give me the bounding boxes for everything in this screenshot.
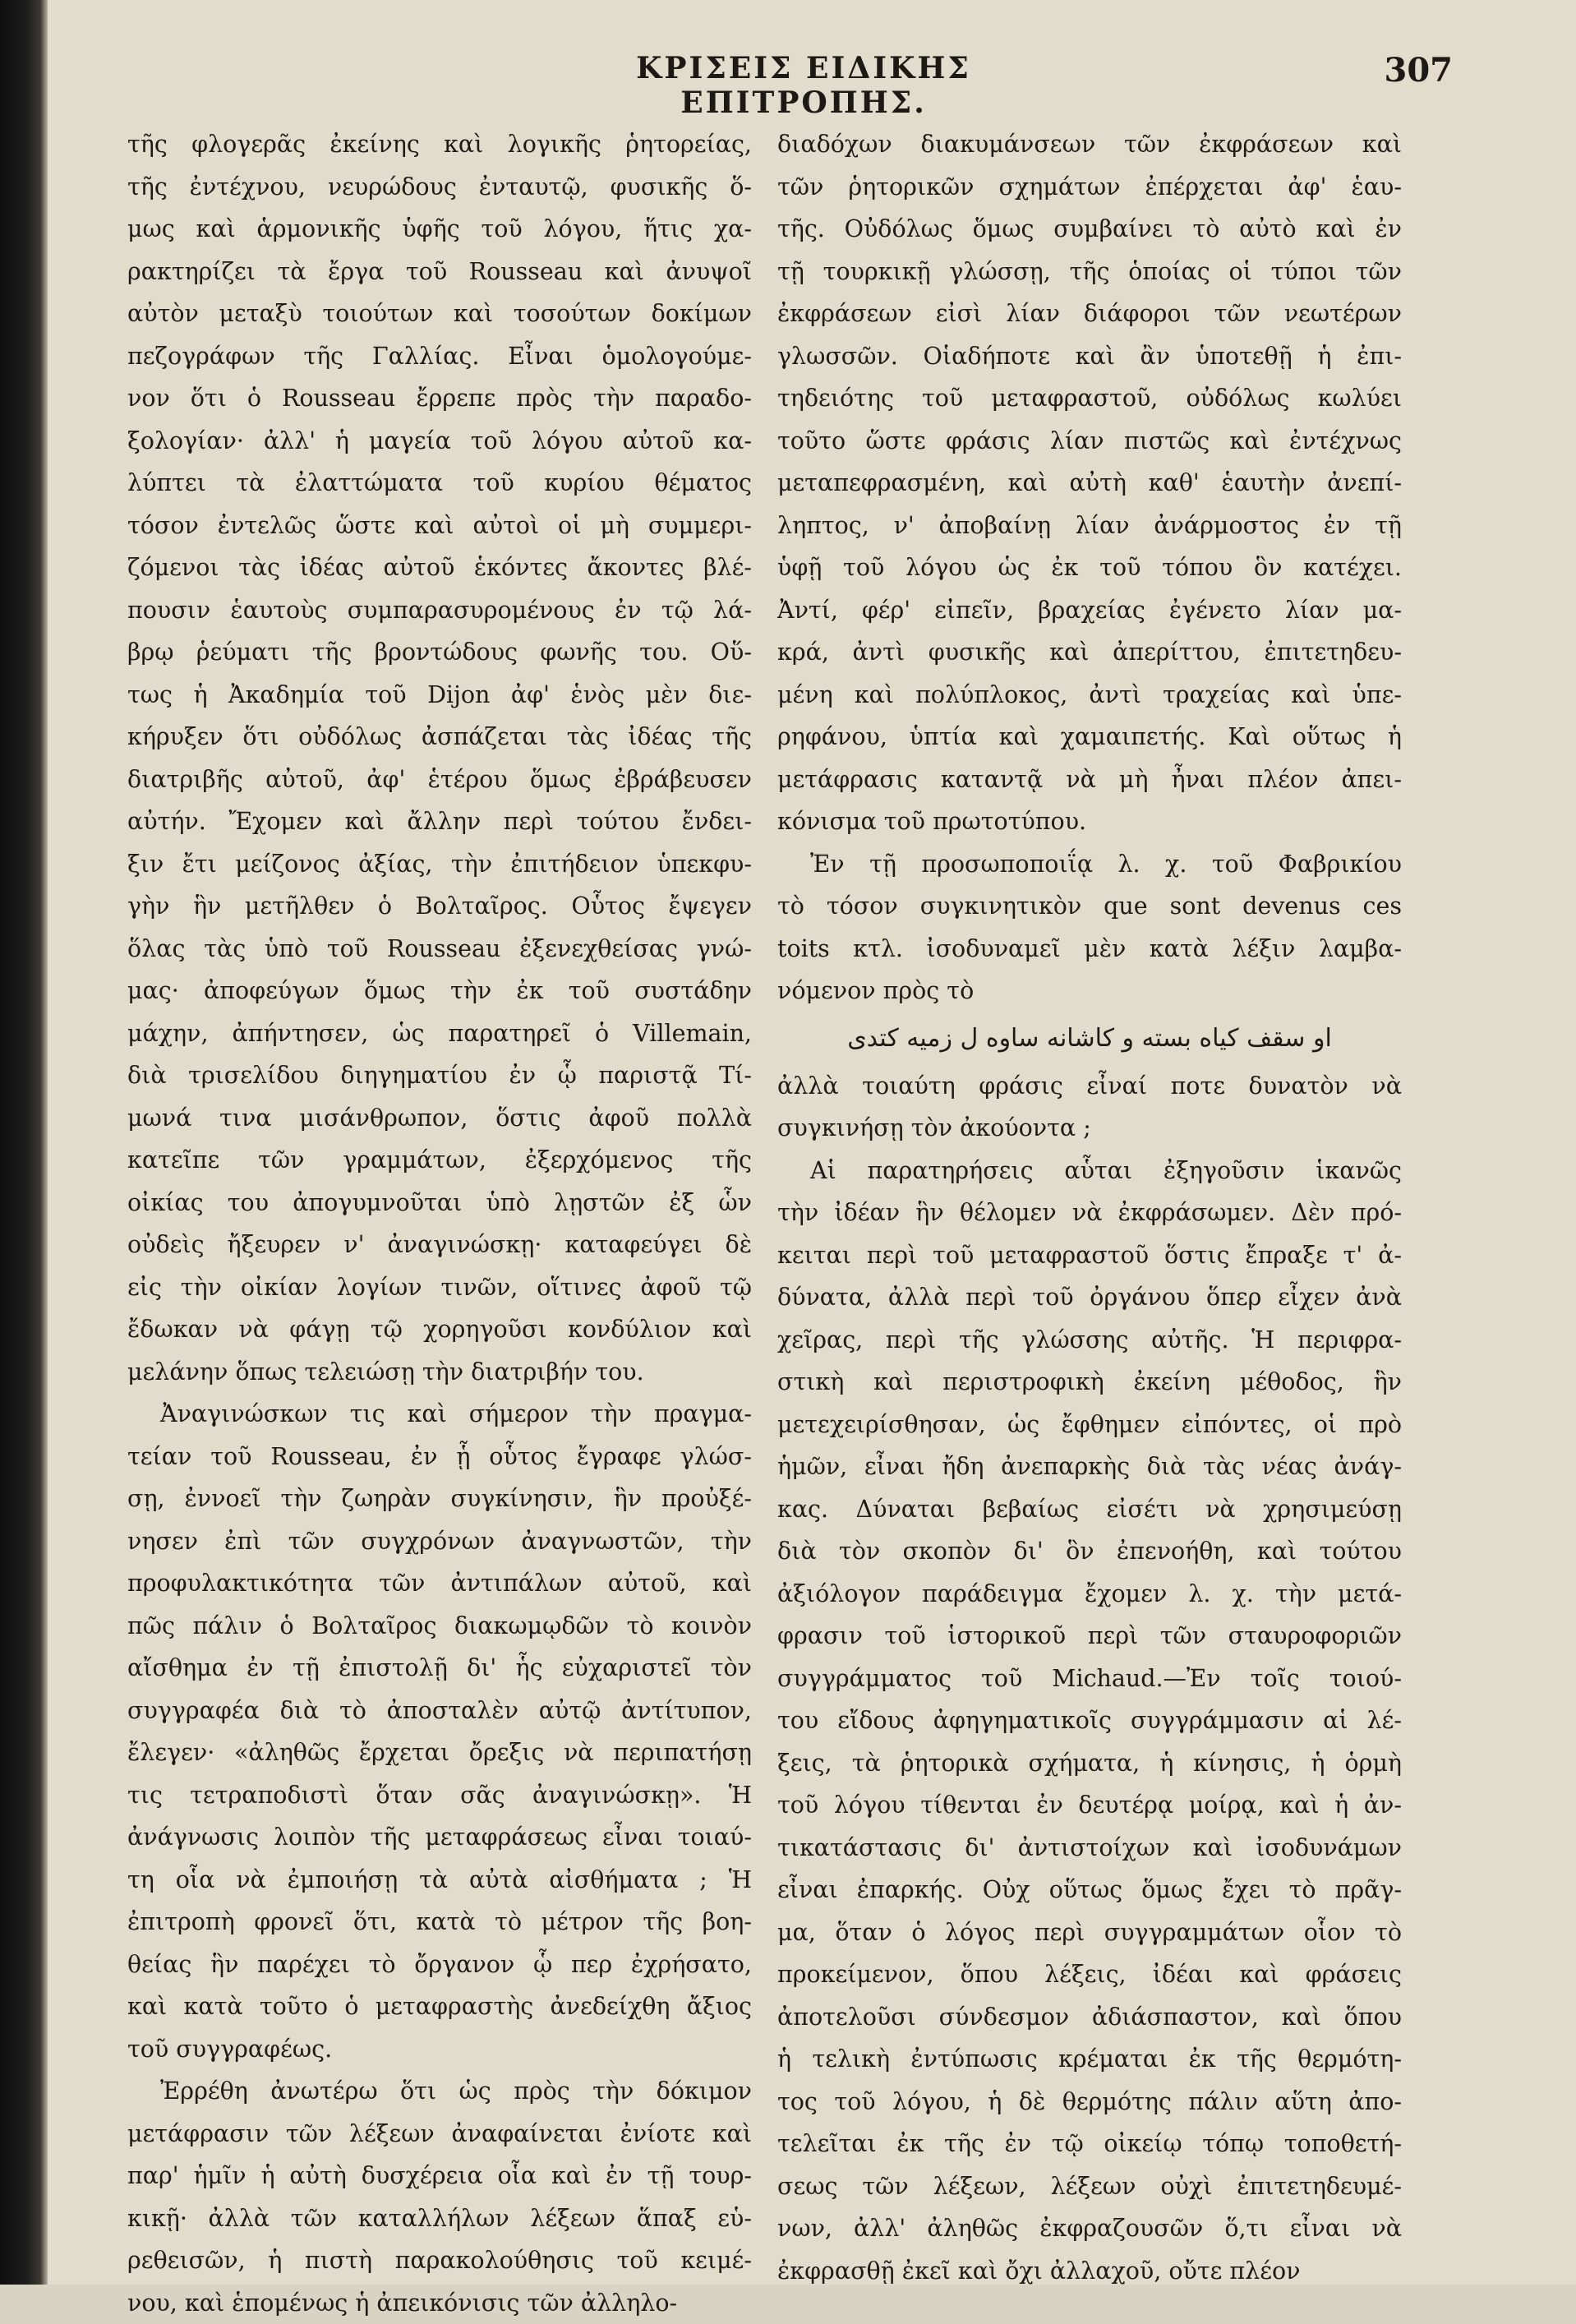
text-line: διαδόχων διακυμάνσεων τῶν ἐκφράσεων καὶ: [777, 123, 1402, 166]
text-line: τις τετραποδιστὶ ὅταν σᾶς ἀναγινώσκῃ». Ἡ: [127, 1774, 752, 1817]
text-line: μα, ὅταν ὁ λόγος περὶ συγγραμμάτων οἷον τὸ: [777, 1911, 1402, 1954]
text-line: εἶναι ἐπαρκής. Οὐχ οὕτως ὅμως ἔχει τὸ πρᾶγ-: [777, 1869, 1402, 1911]
text-line: τὸ τόσον συγκινητικὸν que sont devenus ces: [777, 885, 1402, 928]
text-line: τικατάστασις δι' ἀντιστοίχων καὶ ἰσοδυνάμων: [777, 1827, 1402, 1870]
text-line: ὑφῇ τοῦ λόγου ὡς ἐκ τοῦ τόπου ὃν κατέχει.: [777, 546, 1402, 589]
text-line: μετάφρασις καταντᾷ νὰ μὴ ἦναι πλέον ἀπει-: [777, 759, 1402, 801]
text-line: ξολογίαν· ἀλλ' ἡ μαγεία τοῦ λόγου αὐτοῦ κα-: [127, 420, 752, 463]
text-line: μεταπεφρασμένη, καὶ αὐτὴ καθ' ἑαυτὴν ἀνεπί-: [777, 462, 1402, 505]
text-line: ἀλλὰ τοιαύτη φράσις εἶναί ποτε δυνατὸν νὰ: [777, 1065, 1402, 1108]
text-line: θείας ἣν παρέχει τὸ ὄργανον ᾧ περ ἐχρήσατο,: [127, 1944, 752, 1986]
text-line: καὶ κατὰ τοῦτο ὁ μεταφραστὴς ἀνεδείχθη ἄξιος: [127, 1985, 752, 2028]
text-line: προφυλακτικότητα τῶν ἀντιπάλων αὐτοῦ, καὶ: [127, 1562, 752, 1605]
right-column-lower-text: [777, 1065, 1402, 2293]
text-line: μετεχειρίσθησαν, ὡς ἔφθημεν εἰπόντες, οἱ πρὸ: [777, 1404, 1402, 1446]
right-text-column: [777, 123, 1402, 2292]
text-line: κας. Δύναται βεβαίως εἰσέτι νὰ χρησιμεύσῃ: [777, 1488, 1402, 1531]
text-line: νου, καὶ ἑπομένως ἡ ἀπεικόνισις τῶν ἀλληλο-: [127, 2282, 752, 2324]
text-line: ἔλεγεν· «ἀληθῶς ἔρχεται ὄρεξις νὰ περιπατήσῃ: [127, 1731, 752, 1774]
text-line: χεῖρας, περὶ τῆς γλώσσης αὐτῆς. Ἡ περιφρα-: [777, 1319, 1402, 1362]
text-line: παρ' ἡμῖν ἡ αὐτὴ δυσχέρεια οἷα καὶ ἐν τῇ τουρ-: [127, 2155, 752, 2197]
text-line: μένη καὶ πολύπλοκος, ἀντὶ τραχείας καὶ ὑπε-: [777, 674, 1402, 717]
text-line: στικὴ καὶ περιστροφικὴ ἐκείνη μέθοδος, ἣν: [777, 1361, 1402, 1404]
running-head: [48, 51, 1576, 100]
text-line: Ἐρρέθη ἀνωτέρω ὅτι ὡς πρὸς τὴν δόκιμον: [127, 2070, 752, 2113]
text-line: τὴν ἰδέαν ἣν θέλομεν νὰ ἐκφράσωμεν. Δὲν πρό-: [777, 1192, 1402, 1234]
running-head-title: ΚΡΙΣΕΙΣ ΕΙΔΙΚΗΣ ΕΠΙΤΡΟΠΗΣ.: [541, 51, 1067, 120]
text-line: τως ἡ Ἀκαδημία τοῦ Dijon ἀφ' ἑνὸς μὲν διε-: [127, 674, 752, 717]
text-line: τείαν τοῦ Rousseau, ἐν ᾗ οὗτος ἔγραφε γλώσ-: [127, 1436, 752, 1478]
text-line: τοῦ συγγραφέως.: [127, 2028, 752, 2071]
text-line: τῆς ἐντέχνου, νευρώδους ἐνταυτῷ, φυσικῆς ὅ-: [127, 166, 752, 209]
text-line: ξεις, τὰ ῥητορικὰ σχήματα, ἡ κίνησις, ἡ ὁρμὴ: [777, 1742, 1402, 1785]
text-line: νησεν ἐπὶ τῶν συγχρόνων ἀναγνωστῶν, τὴν: [127, 1520, 752, 1563]
right-column-upper-text: [777, 123, 1402, 1012]
text-line: κειται περὶ τοῦ μεταφραστοῦ ὅστις ἔπραξε τ' ἀ-: [777, 1234, 1402, 1277]
text-line: τῇ τουρκικῇ γλώσσῃ, τῆς ὁποίας οἱ τύποι τῶν: [777, 251, 1402, 293]
text-line: ρακτηρίζει τὰ ἔργα τοῦ Rousseau καὶ ἀνυψοῖ: [127, 251, 752, 293]
text-line: τῶν ῥητορικῶν σχημάτων ἐπέρχεται ἀφ' ἑαυ-: [777, 166, 1402, 209]
text-line: κόνισμα τοῦ πρωτοτύπου.: [777, 800, 1402, 843]
text-line: ἡμῶν, εἶναι ἤδη ἀνεπαρκὴς διὰ τὰς νέας ἀνάγ-: [777, 1446, 1402, 1488]
text-line: toits κτλ. ἰσοδυναμεῖ μὲν κατὰ λέξιν λαμβα-: [777, 928, 1402, 971]
text-line: μάχην, ἀπήντησεν, ὡς παρατηρεῖ ὁ Villemain,: [127, 1012, 752, 1055]
book-spine-shadow: [0, 0, 48, 2285]
text-line: ἐκφράσεων εἰσὶ λίαν διάφοροι τῶν νεωτέρων: [777, 293, 1402, 335]
text-line: διὰ τρισελίδου διηγηματίου ἐν ᾧ παριστᾷ Τί-: [127, 1054, 752, 1097]
text-line: ἡ τελικὴ ἐντύπωσις κρέμαται ἐκ τῆς θερμότη-: [777, 2038, 1402, 2081]
book-page: [48, 0, 1576, 2285]
text-line: νων, ἀλλ' ἀληθῶς ἐκφραζουσῶν ὅ,τι εἶναι νὰ: [777, 2207, 1402, 2250]
text-line: εἰς τὴν οἰκίαν λογίων τινῶν, οἵτινες ἀφοῦ τῷ: [127, 1266, 752, 1309]
text-line: νον ὅτι ὁ Rousseau ἔρρεπε πρὸς τὴν παραδο-: [127, 377, 752, 420]
text-line: τηδειότης τοῦ μεταφραστοῦ, οὐδόλως κωλύει: [777, 377, 1402, 420]
text-line: λύπτει τὰ ἐλαττώματα τοῦ κυρίου θέματος: [127, 462, 752, 505]
text-line: οὐδεὶς ἤξευρεν ν' ἀναγινώσκῃ· καταφεύγει δὲ: [127, 1224, 752, 1266]
text-line: τῆς. Οὐδόλως ὅμως συμβαίνει τὸ αὐτὸ καὶ ἐν: [777, 208, 1402, 251]
text-line: πουσιν ἑαυτοὺς συμπαρασυρομένους ἐν τῷ λά-: [127, 589, 752, 632]
text-line: κήρυξεν ὅτι οὐδόλως ἀσπάζεται τὰς ἰδέας τῆς: [127, 716, 752, 759]
text-line: κικῇ· ἀλλὰ τῶν καταλλήλων λέξεων ἅπαξ εὑ-: [127, 2197, 752, 2240]
text-line: ἀνάγνωσις λοιπὸν τῆς μεταφράσεως εἶναι τοιαύ-: [127, 1816, 752, 1859]
text-line: αἴσθημα ἐν τῇ ἐπιστολῇ δι' ἧς εὐχαριστεῖ τὸν: [127, 1647, 752, 1690]
text-line: ἀποτελοῦσι σύνδεσμον ἀδιάσπαστον, καὶ ὅπου: [777, 1996, 1402, 2039]
text-line: γὴν ἣν μετῆλθεν ὁ Βολταῖρος. Οὗτος ἔψεγεν: [127, 885, 752, 928]
text-line: ζόμενοι τὰς ἰδέας αὐτοῦ ἑκόντες ἄκοντες βλέ-: [127, 546, 752, 589]
text-line: σῃ, ἐννοεῖ τὴν ζωηρὰν συγκίνησιν, ἣν προὐξέ-: [127, 1478, 752, 1520]
text-line: φρασιν τοῦ ἱστορικοῦ περὶ τῶν σταυροφοριῶν: [777, 1615, 1402, 1658]
ottoman-turkish-quotation: او سقف كياه بسته و كاشانه ساوه ل زميه كتدى: [777, 1012, 1402, 1065]
text-line: σεως τῶν λέξεων, λέξεων οὐχὶ ἐπιτετηδευμέ-: [777, 2165, 1402, 2208]
text-line: συγγραφέα διὰ τὸ ἀποσταλὲν αὐτῷ ἀντίτυπον,: [127, 1690, 752, 1732]
text-line: κρά, ἀντὶ φυσικῆς καὶ ἀπερίττου, ἐπιτετηδευ-: [777, 631, 1402, 674]
text-line: ξιν ἔτι μείζονος ἀξίας, τὴν ἐπιτήδειον ὑπεκφυ-: [127, 843, 752, 886]
text-line: προκείμενον, ὅπου λέξεις, ἰδέαι καὶ φράσεις: [777, 1953, 1402, 1996]
text-line: νόμενον πρὸς τὸ: [777, 970, 1402, 1012]
text-line: δύνατα, ἀλλὰ περὶ τοῦ ὀργάνου ὅπερ εἶχεν ἀνὰ: [777, 1276, 1402, 1319]
text-line: τῆς φλογερᾶς ἐκείνης καὶ λογικῆς ῥητορείας,: [127, 123, 752, 166]
page-number: 307: [1338, 51, 1453, 90]
text-line: γλωσσῶν. Οἱαδήποτε καὶ ἂν ὑποτεθῇ ἡ ἐπι-: [777, 335, 1402, 378]
text-line: τελεῖται ἐκ τῆς ἐν τῷ οἰκείῳ τόπῳ τοποθετή-: [777, 2123, 1402, 2165]
text-line: τόσον ἐντελῶς ὥστε καὶ αὐτοὶ οἱ μὴ συμμερι-: [127, 505, 752, 547]
text-line: τη οἷα νὰ ἐμποιήσῃ τὰ αὐτὰ αἰσθήματα ; Ἡ: [127, 1859, 752, 1902]
text-line: μας· ἀποφεύγων ὅμως τὴν ἐκ τοῦ συστάδην: [127, 970, 752, 1012]
text-line: μως καὶ ἁρμονικῆς ὑφῆς τοῦ λόγου, ἥτις χα-: [127, 208, 752, 251]
text-line: συγκινήσῃ τὸν ἀκούοντα ;: [777, 1107, 1402, 1150]
text-line: ληπτος, ν' ἀποβαίνῃ λίαν ἀνάρμοστος ἐν τῇ: [777, 505, 1402, 547]
text-line: τοῦτο ὥστε φράσις λίαν πιστῶς καὶ ἐντέχνως: [777, 420, 1402, 463]
text-line: Ἐν τῇ προσωποποιΐᾳ λ. χ. τοῦ Φαβρικίου: [777, 843, 1402, 886]
text-line: Ἀντί, φέρ' εἰπεῖν, βραχείας ἐγένετο λίαν μα-: [777, 589, 1402, 632]
left-text-column: [127, 123, 752, 2324]
text-line: οἰκίας του ἀπογυμνοῦται ὑπὸ λῃστῶν ἐξ ὧν: [127, 1182, 752, 1224]
text-line: ἔδωκαν νὰ φάγῃ τῷ χορηγοῦσι κονδύλιον καὶ: [127, 1308, 752, 1351]
text-line: ἀξιόλογον παράδειγμα ἔχομεν λ. χ. τὴν μετά-: [777, 1573, 1402, 1616]
text-line: διὰ τὸν σκοπὸν δι' ὃν ἐπενοήθη, καὶ τούτου: [777, 1530, 1402, 1573]
text-line: Αἱ παρατηρήσεις αὗται ἐξηγοῦσιν ἱκανῶς: [777, 1150, 1402, 1192]
text-line: του εἴδους ἀφηγηματικοῖς συγγράμμασιν αἱ λέ-: [777, 1699, 1402, 1742]
text-line: τοῦ λόγου τίθενται ἐν δευτέρᾳ μοίρᾳ, καὶ ἡ ἀν-: [777, 1784, 1402, 1827]
text-line: αὐτήν. Ἔχομεν καὶ ἄλλην περὶ τούτου ἔνδει-: [127, 800, 752, 843]
text-line: μελάνην ὅπως τελειώσῃ τὴν διατριβήν του.: [127, 1351, 752, 1394]
text-line: συγγράμματος τοῦ Michaud.—Ἐν τοῖς τοιού-: [777, 1658, 1402, 1700]
text-line: βρῳ ῥεύματι τῆς βροντώδους φωνῆς του. Οὕ-: [127, 631, 752, 674]
text-line: αὐτὸν μεταξὺ τοιούτων καὶ τοσούτων δοκίμων: [127, 293, 752, 335]
text-line: Ἀναγινώσκων τις καὶ σήμερον τὴν πραγμα-: [127, 1393, 752, 1436]
text-line: πῶς πάλιν ὁ Βολταῖρος διακωμῳδῶν τὸ κοινὸν: [127, 1605, 752, 1648]
text-line: ὅλας τὰς ὑπὸ τοῦ Rousseau ἐξενεχθείσας γνώ-: [127, 928, 752, 971]
text-line: τος τοῦ λόγου, ἡ δὲ θερμότης πάλιν αὕτη ἀπο-: [777, 2081, 1402, 2123]
text-line: διατριβῆς αὐτοῦ, ἀφ' ἑτέρου ὅμως ἐβράβευσεν: [127, 759, 752, 801]
text-line: ἐκφρασθῇ ἐκεῖ καὶ ὄχι ἀλλαχοῦ, οὔτε πλέον: [777, 2250, 1402, 2293]
text-line: μετάφρασιν τῶν λέξεων ἀναφαίνεται ἐνίοτε καὶ: [127, 2113, 752, 2156]
text-line: ρηφάνου, ὑπτία καὶ χαμαιπετής. Καὶ οὕτως ἡ: [777, 716, 1402, 759]
text-line: κατεῖπε τῶν γραμμάτων, ἐξερχόμενος τῆς: [127, 1139, 752, 1182]
text-line: μωνά τινα μισάνθρωπον, ὅστις ἀφοῦ πολλὰ: [127, 1097, 752, 1140]
text-line: ἐπιτροπὴ φρονεῖ ὅτι, κατὰ τὸ μέτρον τῆς βοη-: [127, 1901, 752, 1944]
text-line: πεζογράφων τῆς Γαλλίας. Εἶναι ὁμολογούμε-: [127, 335, 752, 378]
text-line: ρεθεισῶν, ἡ πιστὴ παρακολούθησις τοῦ κειμέ-: [127, 2239, 752, 2282]
